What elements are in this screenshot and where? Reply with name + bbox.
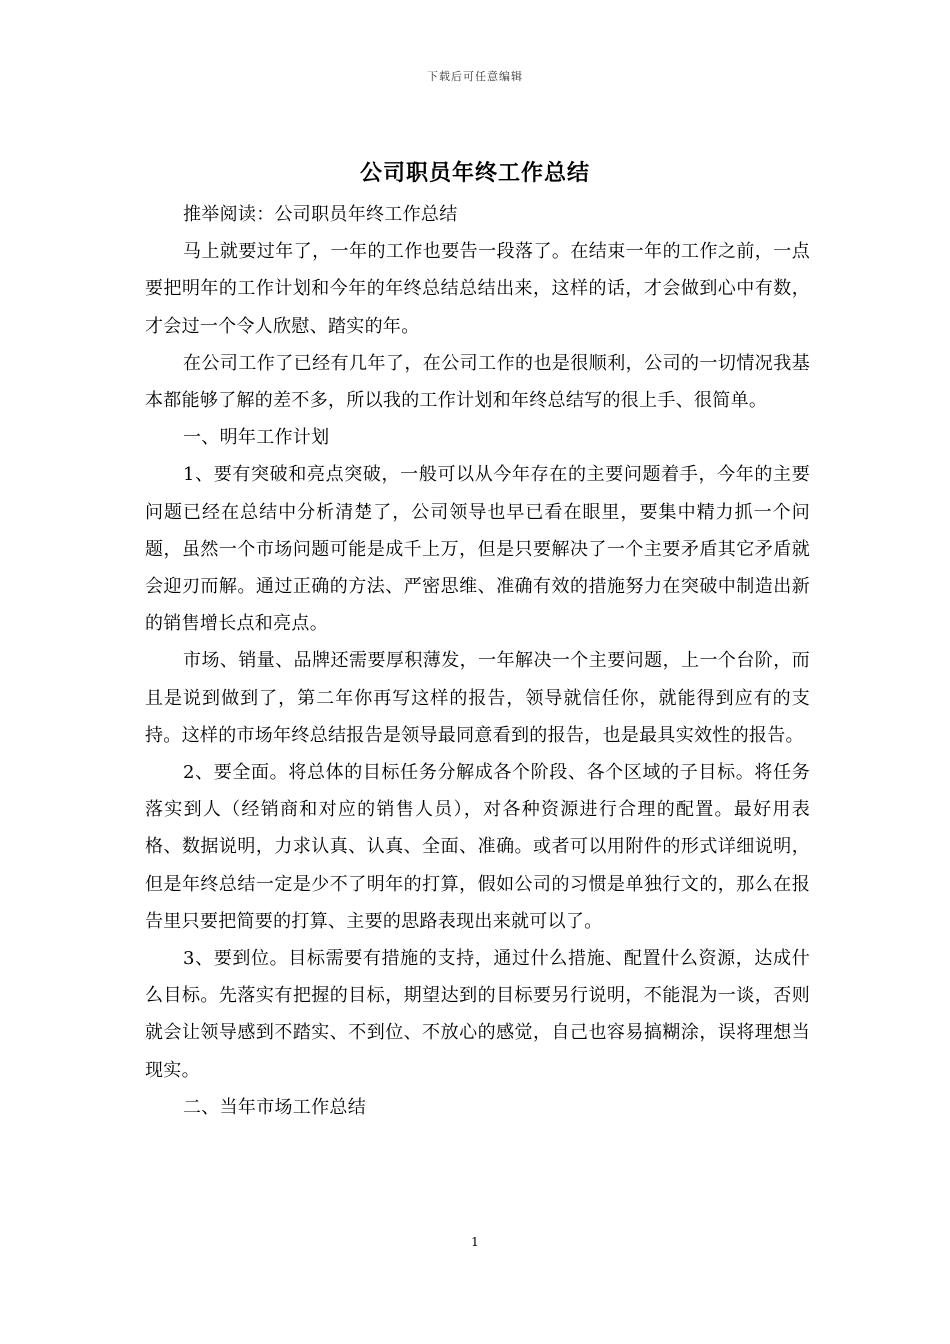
document-body — [145, 196, 810, 1126]
plan-item-2-paragraph: 2、要全面。将总体的目标任务分解成各个阶段、各个区域的子目标。将任务落实到人（经销商和对应的销售人员），对各种资源进行合理的配置。最好用表格、数据说明，力求认真、认真、全面、准确。或者可以用附件的形式详细说明，但是年终总结一定是少不了明年的打算，假如公司的习惯是单独行文的，那么在报告里只要把简要的打算、主要的思路表现出来就可以了。 — [145, 762, 810, 932]
page-number: 1 — [471, 1235, 479, 1249]
section-heading-summary: 二、当年市场工作总结 — [183, 1096, 366, 1118]
section-heading-plan: 一、明年工作计划 — [183, 427, 330, 449]
background-paragraph: 在公司工作了已经有几年了，在公司工作的也是很顺利，公司的一切情况我基本都能够了解的差不多，所以我的工作计划和年终总结写的很上手、很简单。 — [145, 352, 810, 412]
header-note: 下载后可任意编辑 — [427, 70, 523, 83]
intro-paragraph: 马上就要过年了，一年的工作也要告一段落了。在结束一年的工作之前，一点要把明年的工作计划和今年的年终总结总结出来，这样的话，才会做到心中有数，才会过一个令人欣慰、踏实的年。 — [145, 241, 810, 337]
plan-item-3-paragraph: 3、要到位。目标需要有措施的支持，通过什么措施、配置什么资源，达成什么目标。先落实有把握的目标，期望达到的目标要另行说明，不能混为一谈，否则就会让领导感到不踏实、不到位、不放心的感觉，自己也容易搞糊涂，误将理想当现实。 — [145, 948, 810, 1081]
document-title: 公司职员年终工作总结 — [359, 161, 590, 186]
plan-item-1-paragraph: 1、要有突破和亮点突破，一般可以从今年存在的主要问题着手，今年的主要问题已经在总结中分析清楚了，公司领导也早已看在眼里，要集中精力抓一个问题，虽然一个市场问题可能是成千上万，但是只要解决了一个主要矛盾其它矛盾就会迎刃而解。通过正确的方法、严密思维、准确有效的措施努力在突破中制造出新的销售增长点和亮点。 — [145, 464, 810, 635]
recommended-reading-line: 推举阅读：公司职员年终工作总结 — [183, 204, 458, 225]
plan-item-1-continued-paragraph: 市场、销量、品牌还需要厚积薄发，一年解决一个主要问题，上一个台阶，而且是说到做到了，第二年你再写这样的报告，领导就信任你，就能得到应有的支持。这样的市场年终总结报告是领导最同意看到的报告，也是最具实效性的报告。 — [145, 650, 810, 746]
